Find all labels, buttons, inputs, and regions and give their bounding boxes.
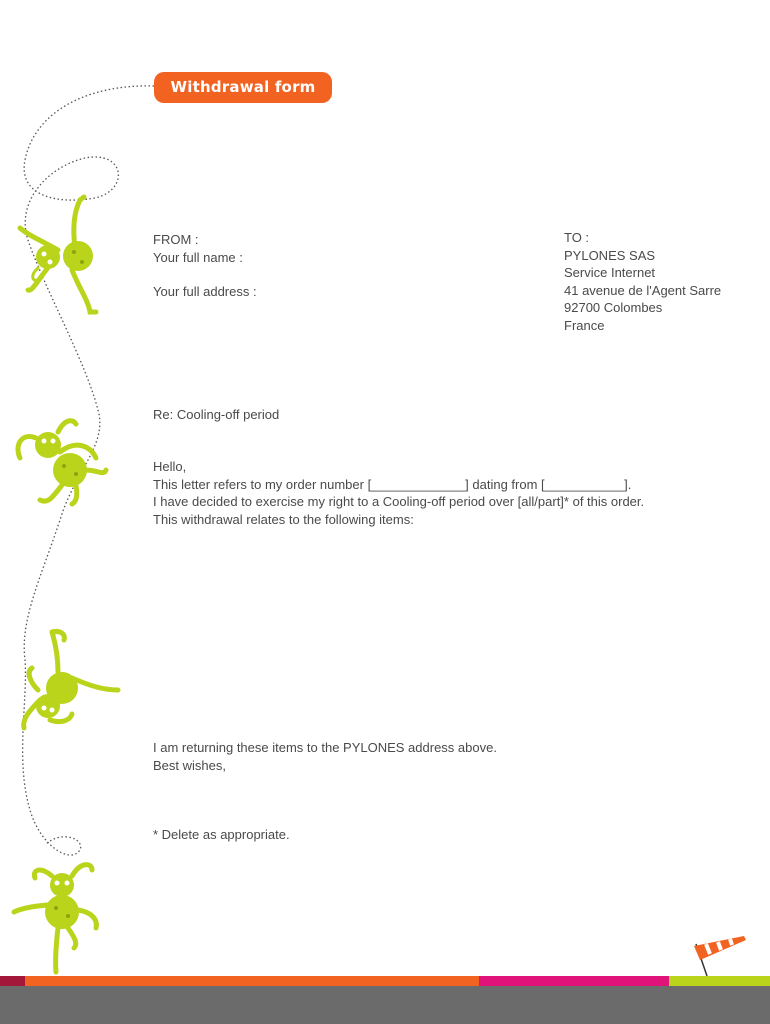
page-title: Withdrawal form	[154, 72, 332, 103]
withdrawal-decision-line: I have decided to exercise my right to a Cooling-off period over [all/part]* of this order.	[153, 494, 645, 509]
footer-stripe-magenta	[479, 976, 669, 986]
from-label: FROM :	[153, 232, 199, 247]
footer-gray-band	[0, 986, 770, 1024]
sign-off: Best wishes,	[153, 757, 226, 773]
order-reference-line: This letter refers to my order number [_____________] dating from [___________].	[153, 476, 632, 492]
footnote: * Delete as appropriate.	[153, 827, 290, 842]
footer-stripe-orange	[25, 976, 479, 986]
green-creature-illustration	[18, 421, 106, 504]
recipient-country: France	[564, 317, 605, 333]
greeting: Hello,	[153, 459, 187, 474]
return-statement: I am returning these items to the PYLONES address above.	[153, 740, 497, 755]
windsock-icon	[694, 936, 746, 976]
recipient-street: 41 avenue de l'Agent Sarre	[564, 282, 722, 298]
full-name-label: Your full name :	[153, 249, 243, 265]
items-intro-line: This withdrawal relates to the following items:	[153, 511, 414, 527]
green-creature-illustration	[24, 631, 118, 728]
recipient-city: 92700 Colombes	[564, 300, 663, 315]
to-label: TO :	[564, 230, 590, 245]
recipient-block	[564, 229, 721, 334]
letter-body	[153, 458, 644, 528]
green-creature-illustration	[20, 197, 96, 312]
subject-line: Re: Cooling-off period	[153, 407, 280, 422]
recipient-company: PYLONES SAS	[564, 247, 656, 263]
sender-block	[153, 231, 257, 301]
recipient-department: Service Internet	[564, 265, 656, 280]
green-creature-illustration	[14, 865, 96, 972]
full-address-label: Your full address :	[153, 284, 257, 299]
closing-block	[153, 739, 497, 774]
footer-stripe-burgundy	[0, 976, 25, 986]
footer-stripe-green	[669, 976, 770, 986]
